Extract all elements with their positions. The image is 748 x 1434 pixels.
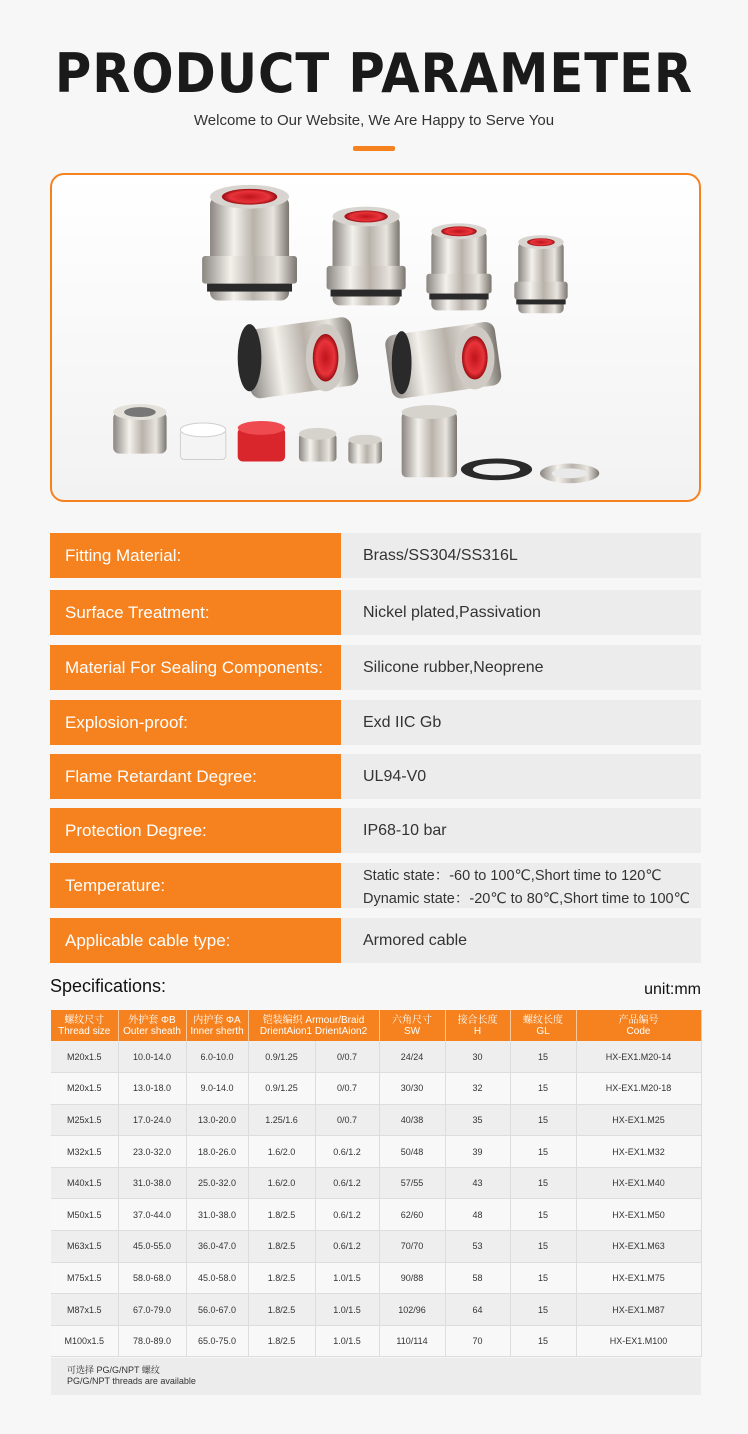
table-cell: 50/48 <box>379 1136 445 1168</box>
table-cell: 1.0/1.5 <box>315 1325 379 1357</box>
param-value: Silicone rubber,Neoprene <box>341 645 701 690</box>
table-cell: 15 <box>510 1167 576 1199</box>
table-cell: 110/114 <box>379 1325 445 1357</box>
table-cell: 23.0-32.0 <box>118 1136 186 1168</box>
table-cell: 30 <box>445 1041 510 1073</box>
col-h: 接合长度 H <box>445 1010 510 1041</box>
table-cell: 24/24 <box>379 1041 445 1073</box>
table-cell: HX-EX1.M25 <box>576 1104 701 1136</box>
table-cell: 35 <box>445 1104 510 1136</box>
table-cell: HX-EX1.M50 <box>576 1199 701 1231</box>
table-cell: 37.0-44.0 <box>118 1199 186 1231</box>
accent-divider <box>353 146 395 151</box>
threads-note <box>51 1358 701 1395</box>
table-cell: 15 <box>510 1041 576 1073</box>
param-label: Flame Retardant Degree: <box>50 754 341 799</box>
table-cell: 39 <box>445 1136 510 1168</box>
col-outer-sheath: 外护套 ΦB Outer sheath <box>118 1010 186 1041</box>
table-cell: 15 <box>510 1199 576 1231</box>
table-cell: 31.0-38.0 <box>186 1199 248 1231</box>
gland-small <box>426 223 491 310</box>
table-cell: 0/0.7 <box>315 1041 379 1073</box>
table-cell: 45.0-58.0 <box>186 1262 248 1294</box>
page-subtitle: Welcome to Our Website, We Are Happy to Serve You <box>193 112 555 129</box>
param-row-temperature <box>50 863 701 908</box>
table-cell: 13.0-20.0 <box>186 1104 248 1136</box>
table-cell: 102/96 <box>379 1294 445 1326</box>
table-cell: 17.0-24.0 <box>118 1104 186 1136</box>
table-row <box>51 1167 701 1199</box>
param-label: Fitting Material: <box>50 533 341 578</box>
table-cell: 6.0-10.0 <box>186 1041 248 1073</box>
table-cell: 0.9/1.25 <box>248 1073 315 1105</box>
table-cell: 0/0.7 <box>315 1104 379 1136</box>
cable-gland-product-photo <box>52 175 699 500</box>
product-photo <box>50 173 701 502</box>
table-cell: M20x1.5 <box>51 1073 118 1105</box>
table-cell: 1.8/2.5 <box>248 1294 315 1326</box>
table-row <box>51 1231 701 1263</box>
specifications-table <box>51 1010 702 1357</box>
table-cell: 1.6/2.0 <box>248 1167 315 1199</box>
table-cell: M100x1.5 <box>51 1325 118 1357</box>
table-cell: 0.6/1.2 <box>315 1136 379 1168</box>
table-cell: 70/70 <box>379 1231 445 1263</box>
param-value: IP68-10 bar <box>341 808 701 853</box>
param-label: Surface Treatment: <box>50 590 341 635</box>
table-cell: 70 <box>445 1325 510 1357</box>
gland-parts <box>113 404 599 483</box>
table-cell: 67.0-79.0 <box>118 1294 186 1326</box>
param-value: Armored cable <box>341 918 701 963</box>
table-cell: 10.0-14.0 <box>118 1041 186 1073</box>
table-cell: 1.8/2.5 <box>248 1262 315 1294</box>
table-cell: 15 <box>510 1136 576 1168</box>
table-cell: 90/88 <box>379 1262 445 1294</box>
table-cell: 78.0-89.0 <box>118 1325 186 1357</box>
table-cell: 18.0-26.0 <box>186 1136 248 1168</box>
table-cell: 58 <box>445 1262 510 1294</box>
param-value: Exd IIC Gb <box>341 700 701 745</box>
table-cell: 0.6/1.2 <box>315 1199 379 1231</box>
specifications-title: Specifications: <box>50 976 167 996</box>
note-en: PG/G/NPT threads are available <box>67 1376 196 1386</box>
param-label: Temperature: <box>50 863 341 908</box>
col-armour-braid: 铠装编织 Armour/Braid DrientAion1 DrientAion2 <box>248 1010 379 1041</box>
table-cell: 31.0-38.0 <box>118 1167 186 1199</box>
table-row <box>51 1325 701 1357</box>
table-cell: M50x1.5 <box>51 1199 118 1231</box>
table-cell: M25x1.5 <box>51 1104 118 1136</box>
table-row <box>51 1294 701 1326</box>
param-value: Nickel plated,Passivation <box>341 590 701 635</box>
table-cell: 0.6/1.2 <box>315 1231 379 1263</box>
param-row-surface-treatment <box>50 590 701 635</box>
table-row <box>51 1136 701 1168</box>
col-sw: 六角尺寸 SW <box>379 1010 445 1041</box>
gland-side-right <box>384 321 502 400</box>
table-cell: 1.0/1.5 <box>315 1262 379 1294</box>
table-cell: 64 <box>445 1294 510 1326</box>
col-inner-sheath: 内护套 ΦA Inner sherth <box>186 1010 248 1041</box>
param-row-sealing-material <box>50 645 701 690</box>
table-cell: HX-EX1.M75 <box>576 1262 701 1294</box>
table-row <box>51 1104 701 1136</box>
table-cell: 0/0.7 <box>315 1073 379 1105</box>
col-thread-size: 螺纹尺寸 Thread size <box>51 1010 118 1041</box>
gland-side-left <box>238 316 360 400</box>
param-row-protection-degree <box>50 808 701 853</box>
table-cell: 43 <box>445 1167 510 1199</box>
param-value <box>341 863 701 908</box>
table-cell: HX-EX1.M87 <box>576 1294 701 1326</box>
param-label: Explosion-proof: <box>50 700 341 745</box>
temperature-dynamic: Dynamic state：-20℃ to 80℃,Short time to 100℃ <box>363 890 690 907</box>
table-cell: 62/60 <box>379 1199 445 1231</box>
table-cell: 1.8/2.5 <box>248 1231 315 1263</box>
table-cell: 30/30 <box>379 1073 445 1105</box>
gland-xsmall <box>514 235 567 313</box>
table-cell: M40x1.5 <box>51 1167 118 1199</box>
table-cell: 0.9/1.25 <box>248 1041 315 1073</box>
table-cell: 45.0-55.0 <box>118 1231 186 1263</box>
table-cell: 9.0-14.0 <box>186 1073 248 1105</box>
param-row-flame-retardant <box>50 754 701 799</box>
table-cell: 13.0-18.0 <box>118 1073 186 1105</box>
table-row <box>51 1073 701 1105</box>
table-cell: M75x1.5 <box>51 1262 118 1294</box>
param-row-explosion-proof <box>50 700 701 745</box>
param-label: Protection Degree: <box>50 808 341 853</box>
table-cell: 58.0-68.0 <box>118 1262 186 1294</box>
param-value: Brass/SS304/SS316L <box>341 533 701 578</box>
table-cell: 53 <box>445 1231 510 1263</box>
param-label: Material For Sealing Components: <box>50 645 341 690</box>
table-cell: 1.25/1.6 <box>248 1104 315 1136</box>
gland-medium <box>327 207 406 306</box>
param-row-cable-type <box>50 918 701 963</box>
table-cell: HX-EX1.M32 <box>576 1136 701 1168</box>
table-row <box>51 1041 701 1073</box>
table-cell: 48 <box>445 1199 510 1231</box>
table-cell: M32x1.5 <box>51 1136 118 1168</box>
table-cell: HX-EX1.M20-18 <box>576 1073 701 1105</box>
table-cell: HX-EX1.M20-14 <box>576 1041 701 1073</box>
table-cell: 15 <box>510 1325 576 1357</box>
table-cell: 32 <box>445 1073 510 1105</box>
table-cell: 15 <box>510 1104 576 1136</box>
table-cell: 1.8/2.5 <box>248 1199 315 1231</box>
table-cell: 56.0-67.0 <box>186 1294 248 1326</box>
page-title: PRODUCT PARAMETER <box>54 42 694 105</box>
table-cell: 15 <box>510 1073 576 1105</box>
table-cell: 57/55 <box>379 1167 445 1199</box>
table-cell: M87x1.5 <box>51 1294 118 1326</box>
table-cell: 15 <box>510 1231 576 1263</box>
table-cell: 15 <box>510 1294 576 1326</box>
table-cell: HX-EX1.M40 <box>576 1167 701 1199</box>
temperature-static: Static state：-60 to 100℃,Short time to 120℃ <box>363 867 662 884</box>
col-gl: 螺纹长度 GL <box>510 1010 576 1041</box>
table-cell: 36.0-47.0 <box>186 1231 248 1263</box>
table-row <box>51 1262 701 1294</box>
table-cell: 40/38 <box>379 1104 445 1136</box>
table-cell: 65.0-75.0 <box>186 1325 248 1357</box>
param-row-fitting-material <box>50 533 701 578</box>
table-cell: 25.0-32.0 <box>186 1167 248 1199</box>
param-value: UL94-V0 <box>341 754 701 799</box>
gland-large <box>202 185 297 301</box>
table-cell: 1.0/1.5 <box>315 1294 379 1326</box>
table-cell: M20x1.5 <box>51 1041 118 1073</box>
table-cell: 1.6/2.0 <box>248 1136 315 1168</box>
table-cell: 1.8/2.5 <box>248 1325 315 1357</box>
col-code: 产品编号 Code <box>576 1010 701 1041</box>
note-cn: 可选择 PG/G/NPT 螺纹 <box>67 1365 160 1375</box>
table-cell: HX-EX1.M100 <box>576 1325 701 1357</box>
table-cell: M63x1.5 <box>51 1231 118 1263</box>
table-row <box>51 1199 701 1231</box>
table-cell: 0.6/1.2 <box>315 1167 379 1199</box>
table-header-row <box>51 1010 701 1041</box>
table-cell: HX-EX1.M63 <box>576 1231 701 1263</box>
param-label: Applicable cable type: <box>50 918 341 963</box>
unit-label: unit:mm <box>644 981 701 998</box>
table-cell: 15 <box>510 1262 576 1294</box>
